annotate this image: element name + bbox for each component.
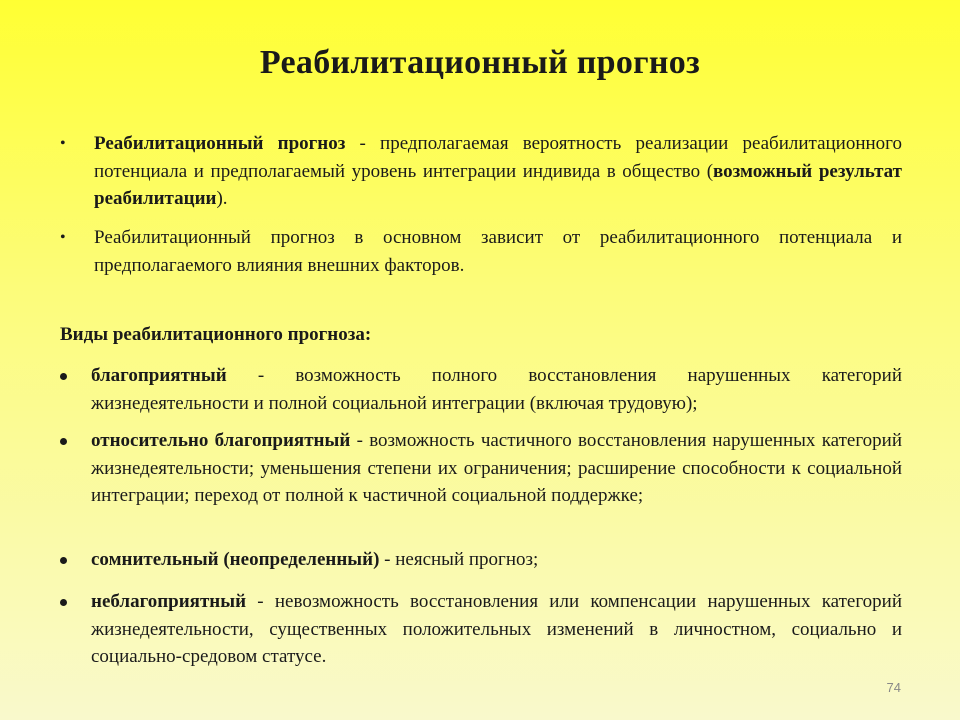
type-item-1-text: - возможность полного восстановления нарушенных категорий жизнедеятельности и полной социальной интеграции (включая трудовую); <box>91 365 902 414</box>
type-item-relatively-favorable <box>91 427 902 510</box>
type-item-unfavorable <box>91 588 902 671</box>
intro-item-1-text: - предполагаемая вероятность реализации реабилитационного потенциала и предполагаемый уровень интеграции индивида в общество ( <box>94 133 902 182</box>
intro-item-1-text2: ). <box>216 188 228 209</box>
bullet-circle-icon <box>60 373 67 380</box>
types-heading: Виды реабилитационного прогноза: <box>60 324 372 345</box>
intro-item-2 <box>94 224 902 279</box>
type-item-2-text: - возможность частичного восстановления нарушенных категорий жизнедеятельности; уменьшения степени их ограничения; расширение способности к социальной интеграции; переход от полной к частичной социальной поддержке; <box>91 430 902 506</box>
bullet-icon: • <box>60 135 66 152</box>
bullet-circle-icon <box>60 599 67 606</box>
intro-item-1-bold2: возможный результат реабилитации <box>94 160 903 209</box>
intro-item-2-text: Реабилитационный прогноз в основном зависит от реабилитационного потенциала и предполагаемого влияния внешних факторов. <box>94 227 902 276</box>
type-item-3-bold: сомнительный (неопределенный) <box>91 549 380 570</box>
type-item-1-bold: благоприятный <box>91 365 227 386</box>
type-item-4-bold: неблагоприятный <box>91 591 247 612</box>
page-number: 74 <box>886 680 901 695</box>
bullet-circle-icon <box>60 438 67 445</box>
type-item-2-bold: относительно благоприятный <box>91 430 351 451</box>
bullet-circle-icon <box>60 557 67 564</box>
type-item-3-text: - неясный прогноз; <box>379 549 539 570</box>
type-item-4-text: - невозможность восстановления или компенсации нарушенных категорий жизнедеятельности, существенных положительных изменений в личностном, социально и социально-средовом статусе. <box>91 591 902 667</box>
type-item-doubtful <box>91 546 902 574</box>
type-item-favorable <box>91 362 902 417</box>
slide-title: Реабилитационный прогноз <box>259 44 701 81</box>
intro-item-1-bold: Реабилитационный прогноз <box>94 133 346 154</box>
intro-item-1 <box>94 130 902 213</box>
bullet-icon: • <box>60 229 66 246</box>
